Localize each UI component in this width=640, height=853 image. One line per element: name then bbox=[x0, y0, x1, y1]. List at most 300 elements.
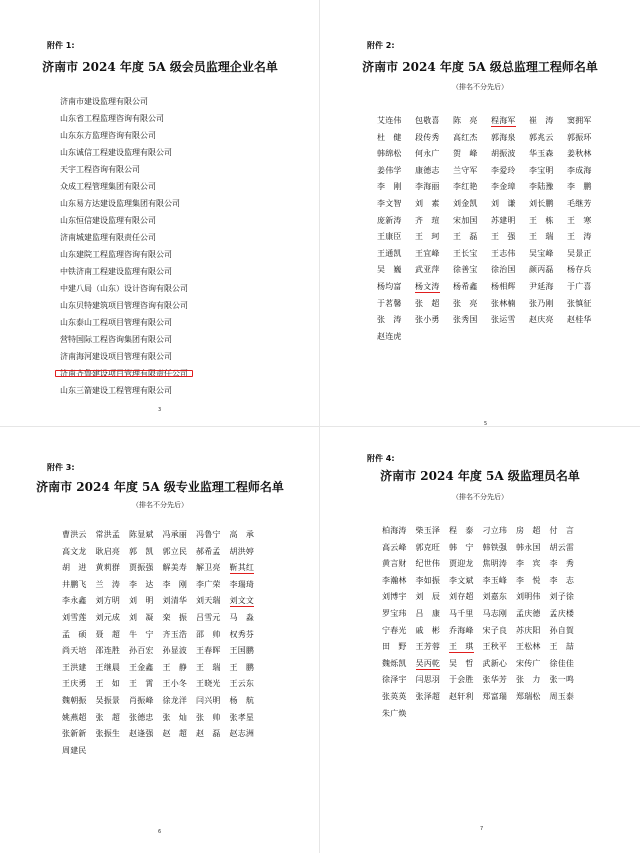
person-name: 乔海峰 bbox=[449, 625, 474, 635]
name-cell bbox=[62, 726, 96, 743]
person-name: 王 磊 bbox=[453, 232, 478, 242]
company-name: 山东三箭建设工程管理有限公司 bbox=[60, 386, 172, 395]
name-cell bbox=[263, 693, 297, 710]
person-name: 李宝明 bbox=[529, 165, 554, 175]
name-cell bbox=[529, 146, 567, 163]
name-cell bbox=[230, 627, 264, 644]
page-subtitle: （排名不分先后） bbox=[452, 83, 508, 91]
name-cell bbox=[96, 726, 130, 743]
person-name: 赵庆亮 bbox=[529, 315, 554, 325]
name-cell bbox=[377, 279, 415, 296]
name-cell bbox=[529, 213, 567, 230]
company-item bbox=[58, 297, 190, 314]
company-name: 山东易方达建设监理集团有限公司 bbox=[60, 199, 180, 208]
name-cell bbox=[230, 710, 264, 727]
name-cell bbox=[453, 130, 491, 147]
company-item bbox=[58, 348, 190, 365]
person-name: 王春晖 bbox=[196, 646, 221, 656]
company-item bbox=[58, 178, 190, 195]
person-name: 张秀国 bbox=[453, 315, 478, 325]
page-title: 济南市 2024 年度 5A 级监理员名单 bbox=[380, 469, 580, 483]
name-cell bbox=[453, 163, 491, 180]
name-cell bbox=[163, 577, 197, 594]
company-item bbox=[58, 144, 190, 161]
name-cell bbox=[583, 689, 617, 706]
name-cell bbox=[263, 610, 297, 627]
name-cell bbox=[491, 262, 529, 279]
name-cell bbox=[96, 610, 130, 627]
person-name: 于广喜 bbox=[567, 281, 592, 291]
name-cell bbox=[196, 610, 230, 627]
person-name: 孟庆德 bbox=[516, 608, 541, 618]
person-name: 郭振环 bbox=[567, 132, 592, 142]
page-number: 6 bbox=[158, 829, 162, 835]
person-name: 郭克旺 bbox=[415, 542, 441, 552]
person-name: 郝希孟 bbox=[196, 546, 221, 556]
name-cell bbox=[163, 610, 197, 627]
name-cell bbox=[415, 213, 453, 230]
person-name: 王晓光 bbox=[196, 679, 221, 689]
name-cell bbox=[416, 606, 450, 623]
person-name: 毛继芳 bbox=[567, 198, 592, 208]
name-cell bbox=[529, 163, 567, 180]
person-name: 冯鲁宁 bbox=[196, 530, 221, 539]
name-cell bbox=[382, 589, 416, 606]
name-cell bbox=[263, 643, 297, 660]
person-name: 肖振峰 bbox=[129, 695, 154, 705]
name-cell bbox=[263, 544, 297, 561]
name-cell bbox=[453, 113, 491, 130]
name-cell bbox=[567, 196, 605, 213]
name-cell bbox=[416, 656, 450, 673]
name-cell bbox=[529, 312, 567, 329]
person-name: 武新心 bbox=[482, 658, 508, 668]
person-name: 张 灿 bbox=[162, 712, 188, 722]
person-name: 何永广 bbox=[415, 149, 440, 159]
name-cell bbox=[491, 163, 529, 180]
name-cell bbox=[263, 627, 297, 644]
person-name: 艾连伟 bbox=[377, 116, 402, 125]
person-name: 贺 峰 bbox=[453, 149, 478, 159]
name-cell bbox=[62, 710, 96, 727]
person-name: 田 野 bbox=[382, 642, 407, 652]
company-item bbox=[58, 314, 190, 331]
name-cell bbox=[483, 606, 517, 623]
person-name: 郭立民 bbox=[162, 546, 188, 556]
name-cell bbox=[550, 556, 584, 573]
name-cell bbox=[377, 179, 415, 196]
name-cell bbox=[415, 246, 453, 263]
name-cell bbox=[550, 672, 584, 689]
name-cell bbox=[491, 196, 529, 213]
name-cell bbox=[453, 146, 491, 163]
person-name: 张林楠 bbox=[491, 298, 516, 308]
person-name: 王 如 bbox=[95, 679, 121, 689]
name-cell bbox=[550, 606, 584, 623]
name-cell bbox=[483, 689, 517, 706]
name-cell bbox=[129, 527, 163, 544]
name-cell bbox=[529, 113, 567, 130]
person-name: 李金璋 bbox=[491, 182, 516, 192]
name-cell bbox=[129, 560, 163, 577]
person-name: 赵 磊 bbox=[196, 729, 221, 739]
person-name: 耿启亮 bbox=[95, 546, 121, 556]
person-name: 柴玉泽 bbox=[415, 526, 441, 535]
name-cell bbox=[196, 527, 230, 544]
name-grid bbox=[377, 113, 605, 345]
name-cell bbox=[382, 689, 416, 706]
name-cell bbox=[263, 710, 297, 727]
person-name: 权秀芬 bbox=[229, 629, 255, 639]
name-cell bbox=[491, 229, 529, 246]
name-cell bbox=[96, 544, 130, 561]
person-name: 井鹏飞 bbox=[62, 579, 87, 589]
annex-label: 附件 2: bbox=[367, 41, 395, 50]
person-name: 郑富瑞 bbox=[482, 691, 508, 701]
person-name: 胡 进 bbox=[62, 563, 87, 573]
person-name: 王长宝 bbox=[453, 248, 478, 258]
person-name: 崔 涛 bbox=[529, 116, 554, 125]
person-name: 王 栋 bbox=[529, 215, 554, 225]
name-cell bbox=[491, 296, 529, 313]
person-name: 刘 凝 bbox=[129, 612, 154, 622]
name-cell bbox=[583, 656, 617, 673]
person-name: 王 瑞 bbox=[196, 662, 221, 672]
name-cell bbox=[163, 627, 197, 644]
person-name: 王通凯 bbox=[377, 248, 402, 258]
name-cell bbox=[62, 610, 96, 627]
name-cell bbox=[62, 544, 96, 561]
name-cell bbox=[129, 627, 163, 644]
person-name: 姚燕超 bbox=[62, 712, 87, 722]
name-cell bbox=[449, 556, 483, 573]
name-cell bbox=[453, 296, 491, 313]
name-cell bbox=[377, 146, 415, 163]
name-cell bbox=[550, 573, 584, 590]
person-name: 武亚萍 bbox=[415, 265, 440, 275]
company-item bbox=[58, 280, 190, 297]
name-cell bbox=[583, 556, 617, 573]
name-cell bbox=[415, 113, 453, 130]
person-name: 吴 哲 bbox=[449, 658, 474, 668]
name-cell bbox=[415, 163, 453, 180]
person-name: 曹洪云 bbox=[62, 530, 87, 539]
name-cell bbox=[516, 623, 550, 640]
person-name: 刘清华 bbox=[162, 596, 188, 606]
name-cell bbox=[453, 279, 491, 296]
name-cell bbox=[163, 710, 197, 727]
person-name: 李 鹏 bbox=[567, 182, 592, 192]
person-name: 李文斌 bbox=[449, 575, 474, 585]
name-cell bbox=[415, 312, 453, 329]
name-cell bbox=[96, 627, 130, 644]
name-cell bbox=[567, 130, 605, 147]
person-name: 周玉泰 bbox=[549, 691, 575, 701]
name-cell bbox=[453, 196, 491, 213]
person-name: 兰守军 bbox=[453, 165, 478, 175]
name-cell bbox=[382, 672, 416, 689]
company-item bbox=[58, 195, 190, 212]
person-name: 聂 超 bbox=[95, 629, 121, 639]
name-cell bbox=[129, 643, 163, 660]
person-name: 张 亮 bbox=[453, 298, 478, 308]
name-cell bbox=[416, 689, 450, 706]
person-name: 王 霄 bbox=[129, 679, 154, 689]
person-name: 张小勇 bbox=[415, 315, 440, 325]
name-cell bbox=[483, 639, 517, 656]
name-cell bbox=[163, 693, 197, 710]
person-name: 吴景正 bbox=[567, 248, 592, 258]
person-name: 马千里 bbox=[449, 608, 474, 618]
name-cell bbox=[567, 213, 605, 230]
person-name: 李瀚林 bbox=[382, 575, 407, 585]
person-name: 张一鸣 bbox=[549, 675, 575, 685]
person-name: 高红杰 bbox=[453, 132, 478, 142]
person-name: 王国鹏 bbox=[229, 646, 255, 656]
person-name: 庞新涛 bbox=[377, 215, 402, 225]
person-name: 杨相辉 bbox=[491, 281, 516, 291]
person-name: 李爱玲 bbox=[491, 165, 516, 175]
page-title: 济南市 2024 年度 5A 级总监理工程师名单 bbox=[362, 60, 598, 74]
person-name: 刘元成 bbox=[95, 612, 121, 622]
name-cell bbox=[263, 527, 297, 544]
name-cell bbox=[377, 329, 415, 346]
page-number: 5 bbox=[484, 421, 488, 426]
company-name: 天宇工程咨询有限公司 bbox=[60, 165, 140, 174]
name-cell bbox=[529, 246, 567, 263]
name-cell bbox=[453, 213, 491, 230]
person-name: 徐治国 bbox=[491, 265, 516, 275]
name-cell bbox=[62, 577, 96, 594]
name-cell bbox=[377, 196, 415, 213]
person-name: 韩绵松 bbox=[377, 149, 402, 159]
name-cell bbox=[491, 246, 529, 263]
name-cell bbox=[377, 213, 415, 230]
name-cell bbox=[416, 573, 450, 590]
name-cell bbox=[230, 560, 264, 577]
name-cell bbox=[382, 706, 416, 723]
name-cell bbox=[382, 639, 416, 656]
name-cell bbox=[196, 693, 230, 710]
person-name: 牛 宁 bbox=[129, 629, 154, 639]
name-cell bbox=[583, 639, 617, 656]
person-name: 邵连胜 bbox=[95, 646, 121, 656]
person-name: 窦拥军 bbox=[567, 116, 592, 125]
person-name: 柏海涛 bbox=[382, 526, 407, 535]
person-name: 张运雪 bbox=[491, 315, 516, 325]
name-cell bbox=[483, 556, 517, 573]
name-cell bbox=[449, 606, 483, 623]
name-cell bbox=[196, 544, 230, 561]
company-item bbox=[58, 212, 190, 229]
name-cell bbox=[382, 623, 416, 640]
person-name: 张 超 bbox=[95, 712, 121, 722]
name-cell bbox=[196, 676, 230, 693]
name-cell bbox=[516, 606, 550, 623]
company-name: 山东东方监理咨询有限公司 bbox=[60, 131, 156, 140]
person-name: 于茗馨 bbox=[377, 298, 402, 308]
person-name: 王宜峰 bbox=[415, 248, 440, 258]
company-name: 山东泰山工程项目管理有限公司 bbox=[60, 318, 172, 327]
person-name: 张 超 bbox=[415, 298, 440, 308]
person-name: 胡振波 bbox=[491, 149, 516, 159]
name-cell bbox=[516, 589, 550, 606]
name-cell bbox=[529, 229, 567, 246]
person-name: 程 泰 bbox=[449, 526, 474, 535]
name-cell bbox=[529, 279, 567, 296]
person-name: 王 鹏 bbox=[229, 662, 255, 672]
name-cell bbox=[449, 623, 483, 640]
company-item bbox=[58, 263, 190, 280]
person-name: 赵逢强 bbox=[129, 729, 154, 739]
person-name: 王 喆 bbox=[549, 642, 575, 652]
name-cell bbox=[483, 540, 517, 557]
person-name: 李 刚 bbox=[162, 579, 188, 589]
person-name: 赵桂华 bbox=[567, 315, 592, 325]
name-grid bbox=[62, 527, 297, 759]
person-name: 李陆豫 bbox=[529, 182, 554, 192]
name-cell bbox=[583, 523, 617, 540]
name-cell bbox=[263, 560, 297, 577]
person-name: 张振生 bbox=[95, 729, 121, 739]
person-name: 齐玉浩 bbox=[162, 629, 188, 639]
person-name: 高云峰 bbox=[382, 542, 407, 552]
person-name: 闫兴明 bbox=[196, 695, 221, 705]
person-name: 常洪孟 bbox=[95, 530, 121, 539]
name-cell bbox=[516, 540, 550, 557]
name-cell bbox=[129, 710, 163, 727]
person-name: 吴丙乾 bbox=[415, 658, 441, 668]
page-title: 济南市 2024 年度 5A 级专业监理工程师名单 bbox=[36, 480, 284, 494]
annex-label: 附件 1: bbox=[47, 41, 75, 50]
name-cell bbox=[550, 639, 584, 656]
person-name: 张 帅 bbox=[196, 712, 221, 722]
person-name: 兰 涛 bbox=[95, 579, 121, 589]
person-name: 吴 巍 bbox=[377, 265, 402, 275]
person-name: 王 静 bbox=[162, 662, 188, 672]
page-annex-2 bbox=[320, 0, 640, 426]
person-name: 杨希鑫 bbox=[453, 281, 478, 291]
name-cell bbox=[230, 693, 264, 710]
name-cell bbox=[516, 556, 550, 573]
annex-label: 附件 3: bbox=[47, 463, 75, 472]
name-cell bbox=[129, 676, 163, 693]
name-cell bbox=[483, 672, 517, 689]
name-cell bbox=[62, 660, 96, 677]
name-cell bbox=[163, 660, 197, 677]
name-cell bbox=[583, 573, 617, 590]
person-name: 李 达 bbox=[129, 579, 154, 589]
page-subtitle: （排名不分先后） bbox=[132, 501, 188, 509]
person-name: 郭 凯 bbox=[129, 546, 154, 556]
person-name: 杨文涛 bbox=[415, 281, 440, 291]
person-name: 罗宝玮 bbox=[382, 608, 407, 618]
person-name: 王 琪 bbox=[449, 642, 474, 652]
name-cell bbox=[382, 523, 416, 540]
person-name: 王芳蓉 bbox=[415, 642, 441, 652]
name-cell bbox=[415, 130, 453, 147]
person-name: 刘 素 bbox=[415, 198, 440, 208]
name-cell bbox=[163, 544, 197, 561]
person-name: 王松林 bbox=[516, 642, 541, 652]
person-name: 朱广焕 bbox=[382, 708, 407, 718]
company-item bbox=[58, 246, 190, 263]
person-name: 王继晨 bbox=[95, 662, 121, 672]
name-cell bbox=[567, 296, 605, 313]
name-cell bbox=[491, 312, 529, 329]
name-cell bbox=[567, 279, 605, 296]
name-cell bbox=[449, 689, 483, 706]
person-name: 尹延海 bbox=[529, 281, 554, 291]
name-cell bbox=[529, 262, 567, 279]
company-name: 山东贝特建筑项目管理咨询有限公司 bbox=[60, 301, 188, 310]
person-name: 刘 谦 bbox=[491, 198, 516, 208]
name-cell bbox=[230, 676, 264, 693]
person-name: 齐 瑄 bbox=[415, 215, 440, 225]
name-cell bbox=[377, 312, 415, 329]
name-cell bbox=[567, 229, 605, 246]
person-name: 贾振强 bbox=[129, 563, 154, 573]
name-cell bbox=[550, 523, 584, 540]
company-name: 山东恒信建设监理有限公司 bbox=[60, 216, 156, 225]
name-cell bbox=[449, 573, 483, 590]
person-name: 韩 宁 bbox=[449, 542, 474, 552]
name-cell bbox=[416, 672, 450, 689]
name-cell bbox=[567, 163, 605, 180]
person-name: 杨均富 bbox=[377, 281, 402, 291]
name-cell bbox=[449, 656, 483, 673]
company-name: 中建八局（山东）设计咨询有限公司 bbox=[60, 284, 188, 293]
name-cell bbox=[163, 676, 197, 693]
person-name: 马志刚 bbox=[482, 608, 508, 618]
name-cell bbox=[96, 660, 130, 677]
person-name: 陈 亮 bbox=[453, 116, 478, 125]
name-grid bbox=[382, 523, 617, 722]
company-list bbox=[58, 93, 190, 399]
name-cell bbox=[263, 660, 297, 677]
person-name: 王 寒 bbox=[567, 215, 592, 225]
company-name: 营特国际工程咨询集团有限公司 bbox=[60, 335, 172, 344]
person-name: 李成海 bbox=[567, 165, 592, 175]
person-name: 张新新 bbox=[62, 729, 87, 739]
person-name: 宁春光 bbox=[382, 625, 407, 635]
name-cell bbox=[196, 710, 230, 727]
name-cell bbox=[453, 179, 491, 196]
name-cell bbox=[382, 573, 416, 590]
name-cell bbox=[96, 643, 130, 660]
name-cell bbox=[129, 593, 163, 610]
page-annex-1 bbox=[0, 0, 320, 426]
name-cell bbox=[163, 593, 197, 610]
name-cell bbox=[377, 246, 415, 263]
person-name: 李 悦 bbox=[516, 575, 541, 585]
name-cell bbox=[453, 262, 491, 279]
name-cell bbox=[196, 660, 230, 677]
company-name: 济南城建监理有限责任公司 bbox=[60, 233, 156, 242]
name-cell bbox=[62, 560, 96, 577]
name-cell bbox=[129, 693, 163, 710]
person-name: 刘方明 bbox=[95, 596, 121, 606]
name-cell bbox=[263, 676, 297, 693]
name-cell bbox=[196, 560, 230, 577]
name-cell bbox=[415, 279, 453, 296]
name-cell bbox=[416, 639, 450, 656]
person-name: 王庆勇 bbox=[62, 679, 87, 689]
name-cell bbox=[483, 523, 517, 540]
name-cell bbox=[62, 627, 96, 644]
name-cell bbox=[96, 527, 130, 544]
name-cell bbox=[491, 213, 529, 230]
